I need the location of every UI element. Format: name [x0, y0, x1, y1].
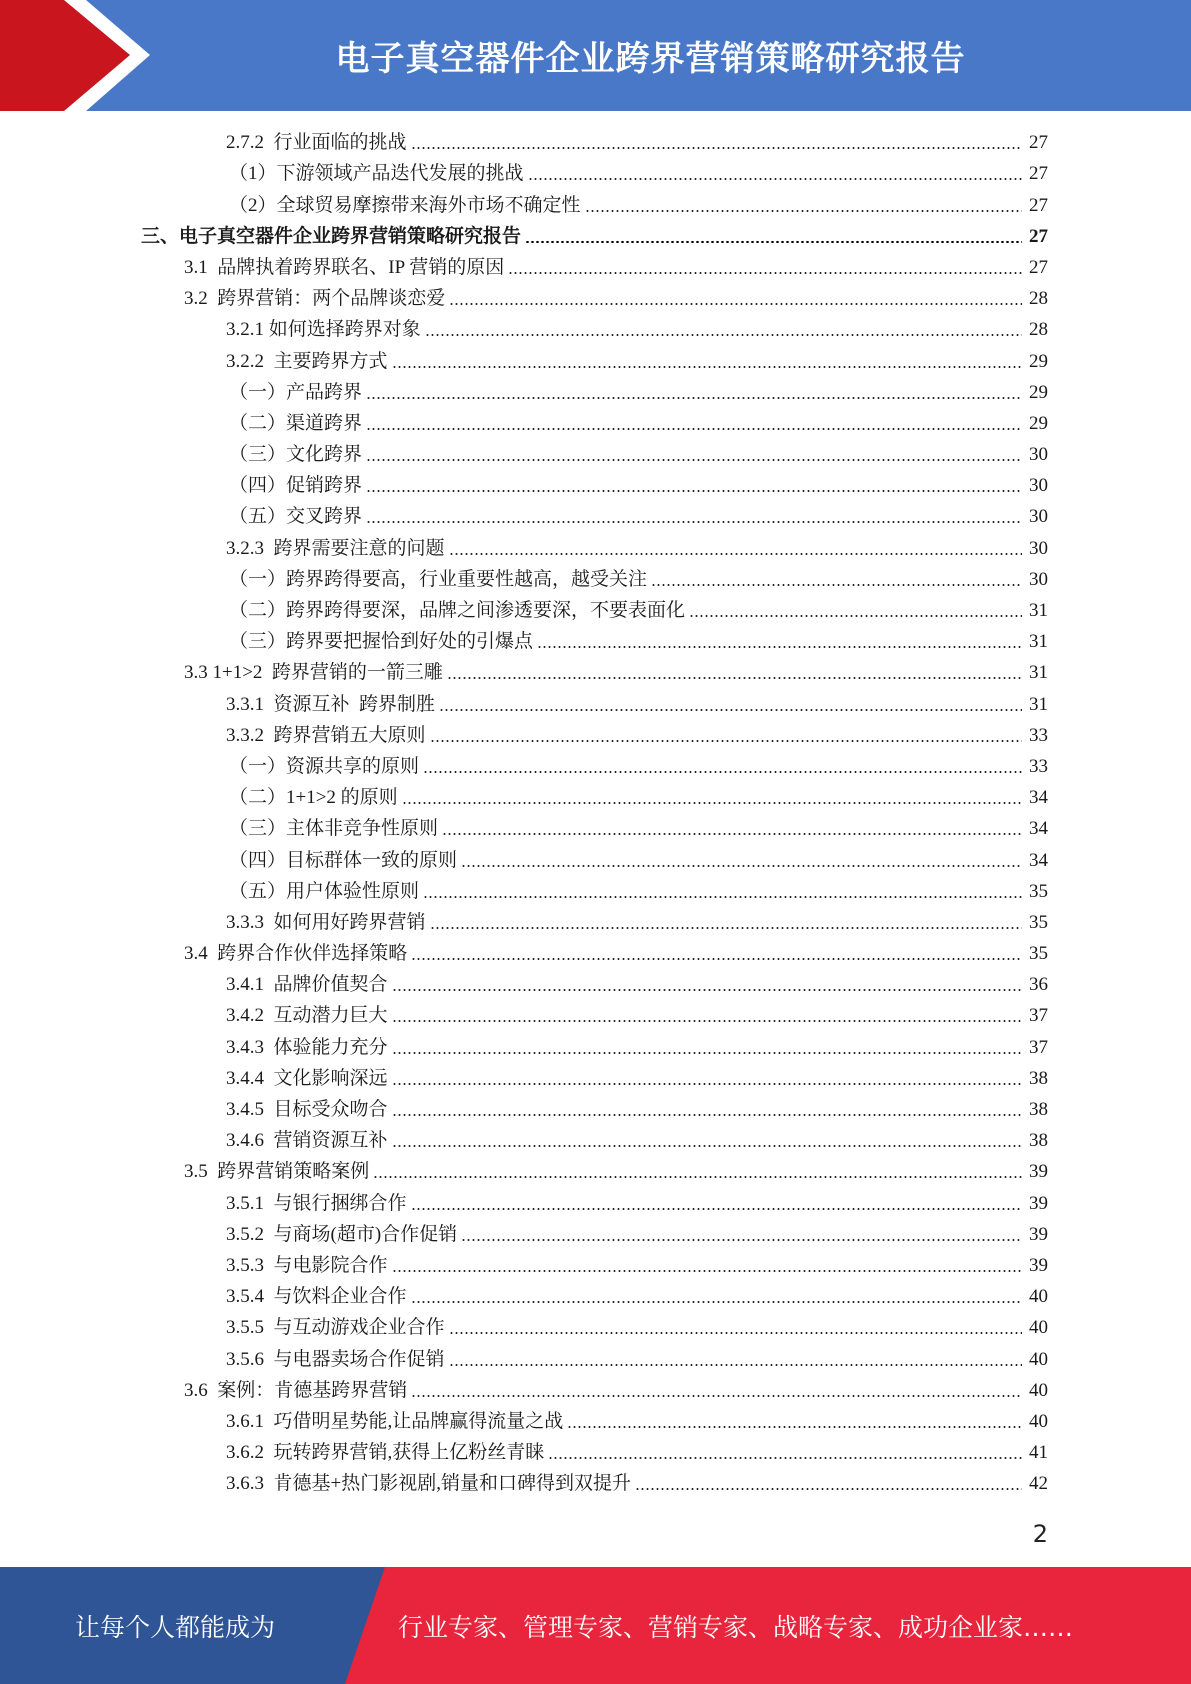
toc-entry-label: 3.4 跨界合作伙伴选择策略: [184, 943, 408, 965]
toc-entry[interactable]: [0, 189, 1048, 220]
toc-entry-page: 41: [1029, 1442, 1048, 1464]
toc-entry[interactable]: [0, 1094, 1048, 1125]
toc-entry[interactable]: [0, 1031, 1048, 1062]
toc-entry-label: 3.2.2 主要跨界方式: [226, 350, 388, 372]
toc-entry[interactable]: [0, 532, 1048, 563]
toc-entry[interactable]: [0, 657, 1048, 688]
toc-entry-label: 3.3 1+1>2 跨界营销的一箭三雕: [184, 662, 443, 684]
toc-entry-label: （三）跨界要把握恰到好处的引爆点: [229, 631, 534, 653]
toc-entry[interactable]: [0, 377, 1048, 408]
toc-entry-page: 27: [1029, 163, 1048, 185]
toc-entry-page: 27: [1029, 225, 1048, 247]
toc-entry-label: 三、电子真空器件企业跨界营销策略研究报告: [141, 225, 522, 247]
toc-entry[interactable]: [0, 501, 1048, 532]
toc-entry-label: 2.7.2 行业面临的挑战: [226, 132, 407, 154]
toc-dot-leader: [442, 833, 1022, 835]
toc-dot-leader: [651, 584, 1022, 586]
toc-dot-leader: [439, 709, 1022, 711]
toc-dot-leader: [537, 646, 1022, 648]
toc-entry[interactable]: [0, 314, 1048, 345]
toc-entry-page: 28: [1029, 319, 1048, 341]
toc-entry-page: 30: [1029, 568, 1048, 590]
toc-dot-leader: [508, 272, 1022, 274]
toc-entry-label: 3.1 品牌执着跨界联名、IP 营销的原因: [184, 256, 505, 278]
toc-entry[interactable]: [0, 439, 1048, 470]
toc-entry-label: 3.6.2 玩转跨界营销,获得上亿粉丝青睐: [226, 1442, 545, 1464]
toc-dot-leader: [392, 1114, 1022, 1116]
toc-dot-leader: [430, 740, 1022, 742]
toc-entry-label: 3.3.3 如何用好跨界营销: [226, 911, 426, 933]
toc-dot-leader: [567, 1426, 1022, 1428]
toc-entry-page: 35: [1029, 911, 1048, 933]
toc-entry-page: 34: [1029, 849, 1048, 871]
toc-entry-page: 37: [1029, 1005, 1048, 1027]
toc-entry-page: 36: [1029, 974, 1048, 996]
toc-entry-label: （三）主体非竞争性原则: [229, 818, 439, 840]
toc-dot-leader: [425, 334, 1022, 336]
toc-dot-leader: [449, 1332, 1022, 1334]
toc-entry-label: （一）资源共享的原则: [229, 755, 420, 777]
toc-entry[interactable]: [0, 345, 1048, 376]
toc-entry-page: 40: [1029, 1379, 1048, 1401]
toc-entry[interactable]: [0, 969, 1048, 1000]
toc-entry[interactable]: [0, 782, 1048, 813]
toc-entry-page: 38: [1029, 1099, 1048, 1120]
toc-entry-label: 3.5.4 与饮料企业合作: [226, 1286, 407, 1308]
toc-entry[interactable]: [0, 876, 1048, 907]
toc-dot-leader: [392, 366, 1022, 368]
toc-entry[interactable]: [0, 626, 1048, 657]
toc-entry-label: 3.6 案例：肯德基跨界营销: [184, 1379, 408, 1401]
toc-entry-label: （五）交叉跨界: [229, 506, 363, 528]
toc-entry[interactable]: [0, 564, 1048, 595]
toc-entry-page: 40: [1029, 1410, 1048, 1432]
toc-dot-leader: [366, 490, 1022, 492]
toc-entry-page: 31: [1029, 600, 1048, 621]
toc-entry-page: 39: [1029, 1192, 1048, 1214]
toc-dot-leader: [411, 958, 1022, 960]
toc-entry-page: 29: [1029, 381, 1048, 403]
header-arrow-decoration: [0, 0, 160, 111]
toc-dot-leader: [392, 989, 1022, 991]
toc-entry[interactable]: [0, 283, 1048, 314]
toc-entry-label: 3.4.4 文化影响深远: [226, 1067, 388, 1089]
toc-entry[interactable]: [0, 938, 1048, 969]
toc-entry-label: （1）下游领域产品迭代发展的挑战: [229, 163, 524, 185]
toc-entry-label: 3.5.2 与商场(超市)合作促销: [226, 1223, 458, 1245]
page-header: [0, 0, 1191, 111]
page-footer: [0, 1567, 1191, 1684]
toc-entry-page: 30: [1029, 475, 1048, 497]
toc-entry[interactable]: [0, 1156, 1048, 1187]
toc-dot-leader: [548, 1457, 1022, 1459]
toc-entry-page: 28: [1029, 288, 1048, 310]
toc-entry-page: 33: [1029, 755, 1048, 777]
toc-entry[interactable]: [0, 1219, 1048, 1250]
toc-dot-leader: [392, 1145, 1022, 1147]
toc-entry[interactable]: [0, 1250, 1048, 1281]
toc-entry[interactable]: [0, 470, 1048, 501]
toc-entry-page: 33: [1029, 724, 1048, 746]
toc-entry-label: 3.6.3 肯德基+热门影视剧,销量和口碑得到双提升: [226, 1473, 631, 1495]
toc-dot-leader: [392, 1083, 1022, 1085]
toc-dot-leader: [528, 178, 1022, 180]
toc-entry-page: 31: [1029, 662, 1048, 684]
toc-entry-label: （一）跨界跨得要高，行业重要性越高，越受关注: [229, 568, 648, 590]
toc-dot-leader: [411, 1301, 1022, 1303]
toc-entry-page: 38: [1029, 1130, 1048, 1152]
toc-entry-label: （五）用户体验性原则: [229, 880, 420, 902]
toc-entry-page: 35: [1029, 880, 1048, 902]
toc-entry-page: 30: [1029, 537, 1048, 559]
toc-dot-leader: [411, 1208, 1022, 1210]
toc-entry-label: （二）渠道跨界: [229, 412, 363, 434]
toc-entry-label: 3.4.5 目标受众吻合: [226, 1099, 388, 1120]
toc-dot-leader: [402, 802, 1022, 804]
toc-dot-leader: [366, 397, 1022, 399]
toc-dot-leader: [392, 1020, 1022, 1022]
toc-entry[interactable]: [0, 1437, 1048, 1468]
toc-entry-page: 27: [1029, 132, 1048, 154]
toc-dot-leader: [373, 1176, 1022, 1178]
toc-entry-page: 34: [1029, 818, 1048, 840]
toc-entry-label: 3.2 跨界营销：两个品牌谈恋爱: [184, 288, 446, 310]
toc-entry-page: 27: [1029, 194, 1048, 216]
toc-entry-page: 35: [1029, 943, 1048, 965]
toc-entry-label: （四）目标群体一致的原则: [229, 849, 458, 871]
toc-entry-page: 31: [1029, 631, 1048, 653]
toc-dot-leader: [525, 241, 1022, 243]
toc-entry[interactable]: [0, 720, 1048, 751]
toc-entry-page: 30: [1029, 444, 1048, 466]
toc-entry-label: （四）促销跨界: [229, 475, 363, 497]
toc-dot-leader: [585, 210, 1022, 212]
toc-dot-leader: [366, 428, 1022, 430]
toc-entry[interactable]: [0, 1125, 1048, 1156]
toc-entry-page: 40: [1029, 1317, 1048, 1339]
toc-entry[interactable]: [0, 595, 1048, 626]
toc-entry-page: 37: [1029, 1036, 1048, 1058]
toc-entry-page: 31: [1029, 693, 1048, 715]
toc-entry[interactable]: [0, 221, 1048, 252]
toc-dot-leader: [411, 147, 1022, 149]
toc-entry[interactable]: [0, 1375, 1048, 1406]
toc-entry[interactable]: [0, 408, 1048, 439]
toc-entry-label: 3.4.6 营销资源互补: [226, 1130, 388, 1152]
toc-entry-label: 3.6.1 巧借明星势能,让品牌赢得流量之战: [226, 1410, 564, 1432]
toc-entry-label: 3.2.3 跨界需要注意的问题: [226, 537, 445, 559]
toc-dot-leader: [392, 1052, 1022, 1054]
toc-dot-leader: [449, 1364, 1022, 1366]
toc-entry[interactable]: [0, 1063, 1048, 1094]
footer-slogan-right: 行业专家、管理专家、营销专家、战略专家、成功企业家……: [398, 1612, 1074, 1642]
toc-entry-page: 27: [1029, 256, 1048, 278]
toc-entry[interactable]: [0, 1468, 1048, 1499]
toc-dot-leader: [423, 896, 1022, 898]
toc-dot-leader: [689, 615, 1022, 617]
toc-entry-label: 3.5.3 与电影院合作: [226, 1254, 388, 1276]
toc-entry-label: 3.4.2 互动潜力巨大: [226, 1005, 388, 1027]
toc-dot-leader: [461, 865, 1022, 867]
toc-dot-leader: [449, 303, 1022, 305]
toc-entry-label: 3.5.6 与电器卖场合作促销: [226, 1348, 445, 1370]
toc-entry-page: 29: [1029, 412, 1048, 434]
page-number: 2: [1032, 1520, 1048, 1548]
toc-entry-page: 40: [1029, 1348, 1048, 1370]
toc-dot-leader: [461, 1239, 1022, 1241]
toc-entry[interactable]: [0, 158, 1048, 189]
toc-entry-label: 3.2.1 如何选择跨界对象: [226, 319, 421, 341]
toc-entry-label: （二）1+1>2 的原则: [229, 787, 398, 809]
toc-dot-leader: [392, 1270, 1022, 1272]
toc-entry[interactable]: [0, 252, 1048, 283]
toc-entry[interactable]: [0, 1312, 1048, 1343]
toc-entry[interactable]: [0, 751, 1048, 782]
toc-dot-leader: [635, 1488, 1022, 1490]
document-title: 电子真空器件企业跨界营销策略研究报告: [335, 39, 966, 79]
toc-dot-leader: [423, 771, 1022, 773]
toc-entry-page: 34: [1029, 787, 1048, 809]
toc-entry[interactable]: [0, 688, 1048, 719]
toc-entry-page: 39: [1029, 1161, 1048, 1183]
toc-entry-page: 39: [1029, 1223, 1048, 1245]
toc-entry-label: 3.3.2 跨界营销五大原则: [226, 724, 426, 746]
footer-slogan-left: 让每个人都能成为: [74, 1612, 275, 1642]
toc-entry-page: 38: [1029, 1067, 1048, 1089]
toc-entry-label: 3.5 跨界营销策略案例: [184, 1161, 370, 1183]
toc-entry-page: 42: [1029, 1473, 1048, 1495]
toc-entry-label: （一）产品跨界: [229, 381, 363, 403]
toc-entry[interactable]: [0, 813, 1048, 844]
toc-entry-page: 39: [1029, 1254, 1048, 1276]
toc-entry-label: 3.5.5 与互动游戏企业合作: [226, 1317, 445, 1339]
toc-dot-leader: [430, 927, 1022, 929]
toc-entry-page: 29: [1029, 350, 1048, 372]
toc-dot-leader: [366, 521, 1022, 523]
toc-dot-leader: [447, 677, 1022, 679]
toc-entry[interactable]: [0, 1281, 1048, 1312]
toc-dot-leader: [366, 459, 1022, 461]
toc-entry[interactable]: [0, 1343, 1048, 1374]
toc-entry-label: 3.4.3 体验能力充分: [226, 1036, 388, 1058]
toc-entry-label: （三）文化跨界: [229, 444, 363, 466]
toc-dot-leader: [449, 553, 1022, 555]
toc-entry[interactable]: [0, 844, 1048, 875]
toc-entry-page: 40: [1029, 1286, 1048, 1308]
toc-entry-label: 3.5.1 与银行捆绑合作: [226, 1192, 407, 1214]
toc-entry-label: （二）跨界跨得要深，品牌之间渗透要深，不要表面化: [229, 600, 686, 621]
toc-entry-label: 3.3.1 资源互补 跨界制胜: [226, 693, 436, 715]
toc-entry-label: （2）全球贸易摩擦带来海外市场不确定性: [229, 194, 581, 216]
toc-entry[interactable]: [0, 907, 1048, 938]
toc-entry[interactable]: [0, 1000, 1048, 1031]
toc-entry-page: 30: [1029, 506, 1048, 528]
toc-entry[interactable]: [0, 1406, 1048, 1437]
toc-dot-leader: [411, 1395, 1022, 1397]
toc-entry[interactable]: [0, 127, 1048, 158]
toc-entry-label: 3.4.1 品牌价值契合: [226, 974, 388, 996]
toc-entry[interactable]: [0, 1187, 1048, 1218]
